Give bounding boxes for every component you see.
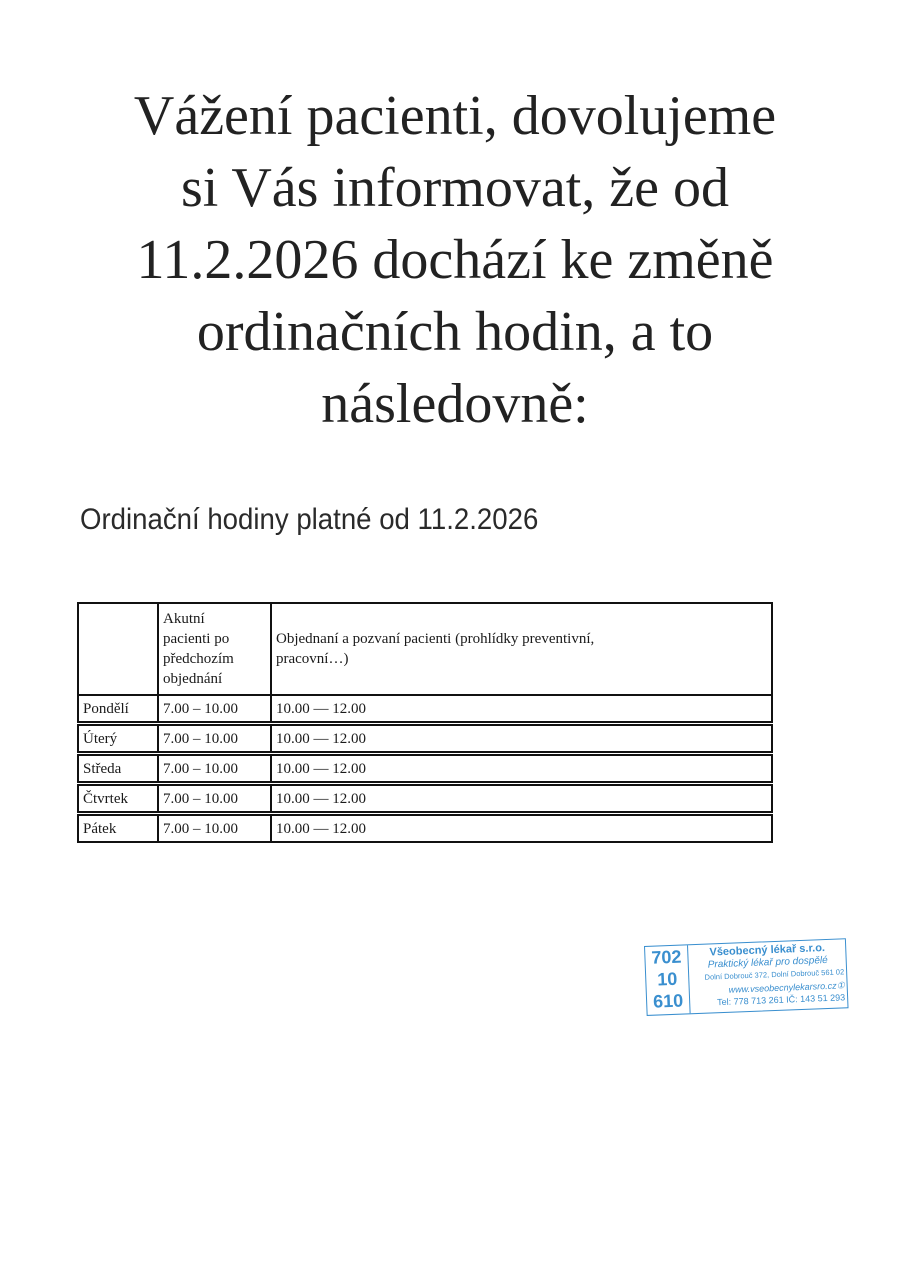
acute-hours-cell: 7.00 – 10.00 <box>158 724 271 754</box>
header-ordered-line: Objednaní a pozvaní pacienti (prohlídky preventivní, <box>276 631 595 647</box>
ordered-hours-cell: 10.00 — 12.00 <box>271 754 772 784</box>
header-acute-line: objednání <box>163 671 223 687</box>
clinic-stamp <box>644 938 849 1016</box>
stamp-address: Dolní Dobrouč 372, Dolní Dobrouč 561 02 <box>704 967 845 982</box>
header-acute-line: předchozím <box>163 651 234 667</box>
day-cell: Úterý <box>78 724 158 754</box>
day-cell: Čtvrtek <box>78 784 158 814</box>
header-acute-line: pacienti po <box>163 631 230 647</box>
ordered-hours-cell: 10.00 — 12.00 <box>271 724 772 754</box>
acute-hours-cell: 7.00 – 10.00 <box>158 814 271 843</box>
ordered-hours-cell: 10.00 — 12.00 <box>271 784 772 814</box>
stamp-website: www.vseobecnylekarsro.cz① <box>728 979 845 995</box>
acute-hours-cell: 7.00 – 10.00 <box>158 754 271 784</box>
notice-heading <box>60 80 850 440</box>
heading-line: si Vás informovat, že od <box>181 157 729 219</box>
stamp-code-line: 610 <box>652 990 684 1012</box>
office-hours-table <box>77 602 773 843</box>
stamp-code <box>645 945 691 1015</box>
stamp-clinic-name: Všeobecný lékař s.r.o. <box>709 942 826 959</box>
table-row <box>78 724 772 754</box>
table-row <box>78 814 772 843</box>
acute-hours-cell: 7.00 – 10.00 <box>158 695 271 724</box>
stamp-code-line: 10 <box>656 968 678 990</box>
stamp-info <box>691 941 845 1009</box>
heading-line: ordinačních hodin, a to <box>196 301 714 363</box>
stamp-subtitle: Praktický lékař pro dospělé <box>707 954 828 971</box>
heading-line: následovně: <box>321 373 589 435</box>
table-row <box>78 754 772 784</box>
day-cell: Pátek <box>78 814 158 843</box>
header-acute-cell <box>158 603 271 695</box>
table-row <box>78 784 772 814</box>
table-row <box>78 695 772 724</box>
stamp-code-line: 702 <box>651 946 682 968</box>
day-cell: Pondělí <box>78 695 158 724</box>
ordered-hours-cell: 10.00 — 12.00 <box>271 695 772 724</box>
header-day-cell <box>78 603 158 695</box>
ordered-hours-cell: 10.00 — 12.00 <box>271 814 772 843</box>
day-cell: Středa <box>78 754 158 784</box>
acute-hours-cell: 7.00 – 10.00 <box>158 784 271 814</box>
heading-line: 11.2.2026 dochází ke změně <box>136 229 774 291</box>
stamp-contact: Tel: 778 713 261 IČ: 143 51 293 <box>716 992 846 1008</box>
header-ordered-cell <box>271 603 772 695</box>
heading-line: Vážení pacienti, dovolujeme <box>133 85 777 147</box>
hours-subheading: Ordinační hodiny platné od 11.2.2026 <box>80 503 539 536</box>
header-acute-line: Akutní <box>163 611 205 627</box>
table-header-row <box>78 603 772 695</box>
header-ordered-line: pracovní…) <box>276 651 349 667</box>
